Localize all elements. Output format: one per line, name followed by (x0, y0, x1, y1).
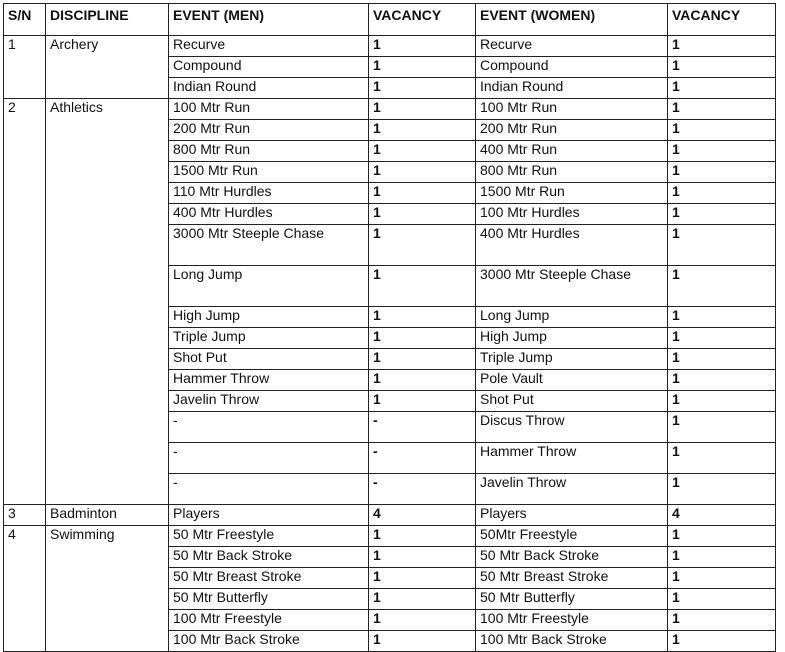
vacancy-men-cell: 1 (369, 78, 476, 99)
discipline-cell: Archery (46, 36, 169, 99)
event-women-cell: Compound (476, 57, 668, 78)
vacancy-men-cell: 1 (369, 328, 476, 349)
table-row (4, 526, 776, 547)
vacancy-women-cell: 1 (668, 36, 776, 57)
vacancy-men-cell: 1 (369, 631, 476, 652)
event-men-cell: - (169, 412, 369, 443)
discipline-cell: Badminton (46, 505, 169, 526)
event-women-cell: Javelin Throw (476, 474, 668, 505)
event-men-cell: 110 Mtr Hurdles (169, 183, 369, 204)
event-women-cell: 3000 Mtr Steeple Chase (476, 266, 668, 307)
event-men-cell: Players (169, 505, 369, 526)
header-row (4, 4, 776, 36)
vacancy-men-cell: 1 (369, 120, 476, 141)
vacancy-men-cell: 1 (369, 99, 476, 120)
table-row (4, 505, 776, 526)
vacancy-women-cell: 1 (668, 162, 776, 183)
event-women-cell: 400 Mtr Run (476, 141, 668, 162)
vacancy-women-cell: 1 (668, 266, 776, 307)
vacancy-women-cell: 1 (668, 610, 776, 631)
vacancy-men-cell: - (369, 443, 476, 474)
event-women-cell: High Jump (476, 328, 668, 349)
vacancy-men-cell: 1 (369, 183, 476, 204)
event-women-cell: 400 Mtr Hurdles (476, 225, 668, 266)
event-men-cell: 1500 Mtr Run (169, 162, 369, 183)
vacancy-women-cell: 1 (668, 412, 776, 443)
vacancy-men-cell: - (369, 474, 476, 505)
event-men-cell: High Jump (169, 307, 369, 328)
event-men-cell: Compound (169, 57, 369, 78)
event-men-cell: 100 Mtr Freestyle (169, 610, 369, 631)
vacancy-women-cell: 1 (668, 568, 776, 589)
vacancy-women-cell: 1 (668, 57, 776, 78)
event-men-cell: Hammer Throw (169, 370, 369, 391)
event-men-cell: Triple Jump (169, 328, 369, 349)
event-men-cell: Recurve (169, 36, 369, 57)
vacancy-men-cell: 1 (369, 204, 476, 225)
vacancy-women-cell: 1 (668, 204, 776, 225)
event-women-cell: 800 Mtr Run (476, 162, 668, 183)
event-men-cell: 50 Mtr Breast Stroke (169, 568, 369, 589)
header-event-men: EVENT (MEN) (169, 4, 369, 36)
event-women-cell: Long Jump (476, 307, 668, 328)
header-vacancy-women: VACANCY (668, 4, 776, 36)
event-women-cell: 100 Mtr Freestyle (476, 610, 668, 631)
vacancy-women-cell: 1 (668, 370, 776, 391)
discipline-cell: Swimming (46, 526, 169, 652)
event-women-cell: Hammer Throw (476, 443, 668, 474)
event-men-cell: 400 Mtr Hurdles (169, 204, 369, 225)
vacancy-men-cell: 1 (369, 370, 476, 391)
vacancy-women-cell: 1 (668, 391, 776, 412)
vacancy-men-cell: 1 (369, 141, 476, 162)
serial-number-cell: 3 (4, 505, 46, 526)
header-discipline: DISCIPLINE (46, 4, 169, 36)
table-row (4, 99, 776, 120)
vacancy-table (3, 3, 776, 652)
event-women-cell: Triple Jump (476, 349, 668, 370)
event-women-cell: Players (476, 505, 668, 526)
event-women-cell: 1500 Mtr Run (476, 183, 668, 204)
event-men-cell: 50 Mtr Butterfly (169, 589, 369, 610)
vacancy-men-cell: 1 (369, 36, 476, 57)
vacancy-women-cell: 1 (668, 78, 776, 99)
event-men-cell: 50 Mtr Back Stroke (169, 547, 369, 568)
vacancy-men-cell: 1 (369, 162, 476, 183)
event-men-cell: Shot Put (169, 349, 369, 370)
event-men-cell: 800 Mtr Run (169, 141, 369, 162)
event-women-cell: 100 Mtr Run (476, 99, 668, 120)
vacancy-women-cell: 1 (668, 141, 776, 162)
vacancy-men-cell: 1 (369, 57, 476, 78)
vacancy-women-cell: 1 (668, 99, 776, 120)
event-men-cell: Indian Round (169, 78, 369, 99)
serial-number-cell: 4 (4, 526, 46, 652)
vacancy-men-cell: 1 (369, 589, 476, 610)
vacancy-men-cell: 1 (369, 391, 476, 412)
event-men-cell: 100 Mtr Run (169, 99, 369, 120)
event-women-cell: Shot Put (476, 391, 668, 412)
serial-number-cell: 2 (4, 99, 46, 505)
vacancy-women-cell: 1 (668, 307, 776, 328)
vacancy-men-cell: 4 (369, 505, 476, 526)
event-men-cell: Long Jump (169, 266, 369, 307)
event-women-cell: Recurve (476, 36, 668, 57)
vacancy-men-cell: 1 (369, 266, 476, 307)
vacancy-women-cell: 1 (668, 589, 776, 610)
vacancy-men-cell: 1 (369, 610, 476, 631)
serial-number-cell: 1 (4, 36, 46, 99)
event-women-cell: Pole Vault (476, 370, 668, 391)
event-women-cell: 200 Mtr Run (476, 120, 668, 141)
event-women-cell: 50 Mtr Back Stroke (476, 547, 668, 568)
vacancy-women-cell: 1 (668, 631, 776, 652)
event-men-cell: - (169, 443, 369, 474)
event-men-cell: 50 Mtr Freestyle (169, 526, 369, 547)
vacancy-women-cell: 1 (668, 183, 776, 204)
discipline-cell: Athletics (46, 99, 169, 505)
vacancy-women-cell: 1 (668, 474, 776, 505)
event-men-cell: 200 Mtr Run (169, 120, 369, 141)
vacancy-men-cell: 1 (369, 307, 476, 328)
vacancy-men-cell: 1 (369, 526, 476, 547)
event-women-cell: 100 Mtr Hurdles (476, 204, 668, 225)
event-men-cell: Javelin Throw (169, 391, 369, 412)
vacancy-women-cell: 4 (668, 505, 776, 526)
table-body (4, 36, 776, 652)
event-women-cell: 50 Mtr Breast Stroke (476, 568, 668, 589)
event-men-cell: 3000 Mtr Steeple Chase (169, 225, 369, 266)
vacancy-women-cell: 1 (668, 328, 776, 349)
vacancy-men-cell: 1 (369, 225, 476, 266)
vacancy-men-cell: - (369, 412, 476, 443)
vacancy-women-cell: 1 (668, 547, 776, 568)
vacancy-women-cell: 1 (668, 443, 776, 474)
event-men-cell: 100 Mtr Back Stroke (169, 631, 369, 652)
vacancy-women-cell: 1 (668, 120, 776, 141)
vacancy-men-cell: 1 (369, 547, 476, 568)
vacancy-women-cell: 1 (668, 349, 776, 370)
event-women-cell: 50Mtr Freestyle (476, 526, 668, 547)
vacancy-men-cell: 1 (369, 349, 476, 370)
vacancy-women-cell: 1 (668, 526, 776, 547)
event-women-cell: 100 Mtr Back Stroke (476, 631, 668, 652)
vacancy-women-cell: 1 (668, 225, 776, 266)
header-event-women: EVENT (WOMEN) (476, 4, 668, 36)
event-men-cell: - (169, 474, 369, 505)
vacancy-men-cell: 1 (369, 568, 476, 589)
header-vacancy-men: VACANCY (369, 4, 476, 36)
event-women-cell: 50 Mtr Butterfly (476, 589, 668, 610)
table-row (4, 36, 776, 57)
event-women-cell: Indian Round (476, 78, 668, 99)
event-women-cell: Discus Throw (476, 412, 668, 443)
header-sn: S/N (4, 4, 46, 36)
